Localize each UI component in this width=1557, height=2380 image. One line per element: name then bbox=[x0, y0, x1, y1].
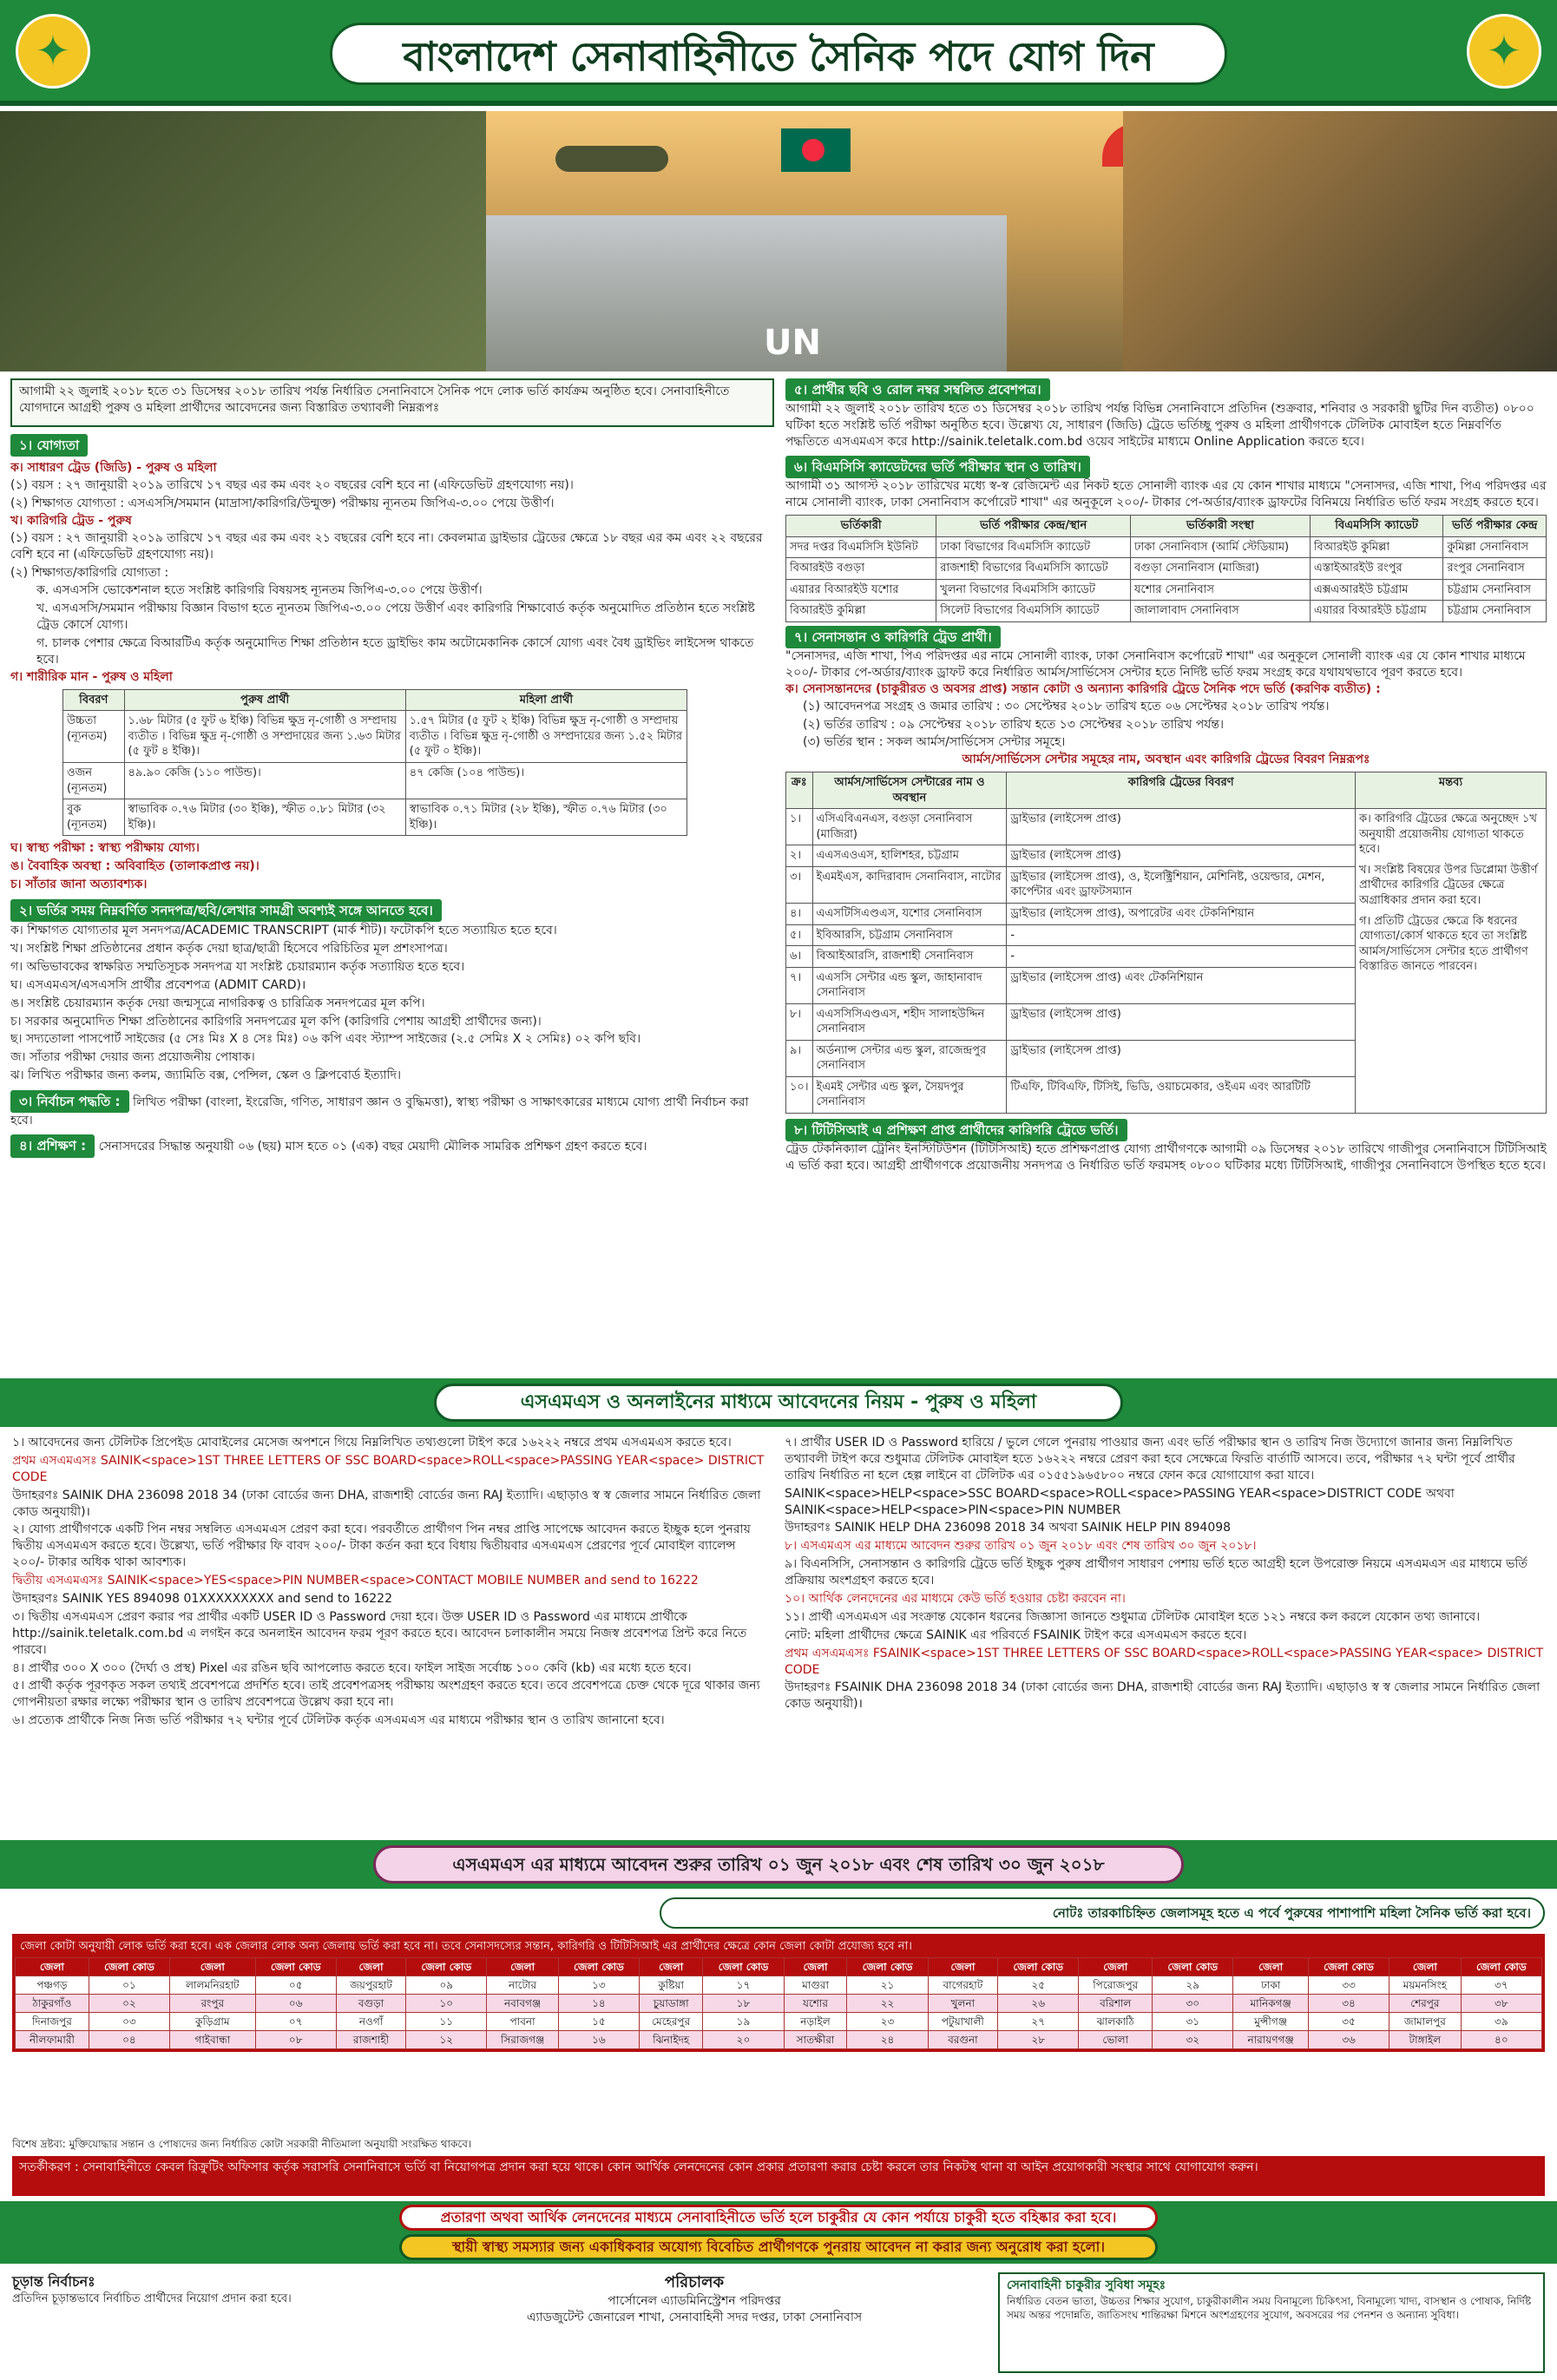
sms-dates: এসএমএস এর মাধ্যমে আবেদন শুরুর তারিখ ০১ জুন ২০১৮ এবং শেষ তারিখ ৩০ জুন ২০১৮ bbox=[373, 1845, 1184, 1884]
table-cell: বগুড়া bbox=[336, 1994, 405, 2012]
s7-ka: ক। সেনাসন্তানদের (চাকুরীরত ও অবসর প্রাপ্ত) সন্তান কোটা ও অন্যান্য কারিগরি ট্রেডে সৈনিক পদে ভর্তি (করণিক ব্যতীত) : bbox=[785, 681, 1381, 696]
s1-kha-line: (২) শিক্ষাগত/কারিগরি যোগ্যতা : bbox=[10, 565, 169, 580]
table-cell: ৩৭ bbox=[1461, 1976, 1541, 1994]
table-cell: এয়ারর বিআরইউ চট্টগ্রাম bbox=[1310, 601, 1443, 622]
table-cell: ১.৫৭ মিটার (৫ ফুট ২ ইঞ্চি) বিভিন্ন ক্ষুদ্র নৃ-গোষ্ঠী ও সম্প্রদায় ব্যতীত । বিভিন্ন ক্ষুদ্র নৃ-গোষ্ঠী ও সম্প্রদায়ের জন্য ১.৫২ মিটার (৫ ফুট ০ ইঞ্চি)। bbox=[405, 711, 687, 763]
table-cell: বরিশাল bbox=[1079, 1994, 1153, 2012]
table-cell: ওজন (ন্যূনতম) bbox=[63, 763, 125, 799]
table-cell: ড্রাইভার (লাইসেন্স প্রাপ্ত) bbox=[1007, 845, 1356, 867]
s1-kha-line: ক. এসএসসি ভোকেশনাল হতে সংশ্লিষ্ট কারিগরি বিষয়সহ ন্যূনতম জিপিএ-৩.০০ পেয়ে উত্তীর্ণ। bbox=[36, 583, 483, 598]
sms-line: ৬। প্রত্যেক প্রার্থীকে নিজ নিজ ভর্তি পরীক্ষার ৭২ ঘন্টার পূর্বে টেলিটক কর্তৃক এসএমএস এর মাধ্যমে পরীক্ষার স্থান ও তারিখ জানানো হবে। bbox=[12, 1713, 665, 1728]
un-vehicles-image bbox=[486, 215, 1007, 371]
table-cell: রংপুর bbox=[170, 1994, 256, 2012]
table-cell: এক্সএআরইউ চট্টগ্রাম bbox=[1310, 579, 1443, 601]
s2-line: ক। শিক্ষাগত যোগ্যতার মূল সনদপত্র/ACADEMIC TRANSCRIPT (মার্ক শীট)। ফটোকপি হতে সত্যায়িত হতে হবে। bbox=[10, 924, 557, 938]
table-cell: দিনাজপুর bbox=[16, 2013, 89, 2031]
table-header: জেলা bbox=[1233, 1957, 1309, 1976]
s2-line: জ। সাঁতার পরীক্ষা দেয়ার জন্য প্রয়োজনীয় পোষাক। bbox=[10, 1050, 255, 1065]
table-cell: ১৯ bbox=[703, 2013, 784, 2031]
sms-line: ১১। প্রার্থী এসএমএস এর সংক্রান্ত যেকোন ধরনের জিজ্ঞাসা জানতে শুধুমাত্র টেলিটক মোবাইল হতে ১২১ নম্বরে কল করলে যেকোন তথ্য জানাবে। bbox=[785, 1609, 1481, 1624]
table-row bbox=[786, 558, 1547, 580]
sms-line: ৭। প্রার্থীর USER ID ও Password হারিয়ে / ভুলে গেলে পুনরায় পাওয়ার জন্য এবং ভর্তি পরীক্ষার স্থান ও তারিখ নিজ উদ্যোগে জানার জন্য নিম্নলিখিত তথ্যাবলী টাইপ করে শুধুমাত্র টেলিটক মোবাইল হতে ১৬২২২ নম্বরে প্রেরণ করা হবে সেক্ষেত্রে ফিরতি বার্তাটি আসবে। তবে, পরীক্ষার ৭২ ঘন্টা পূর্বে প্রার্থীর তারিখ নির্ধারিত না হলে হেল্প লাইনে বা টেলিটক এর ০১৫৫১৯৬৫৮০০ নম্বরে ফোন করে যোগাযোগ করা যাবে। bbox=[785, 1436, 1515, 1483]
table-header: জেলা bbox=[639, 1957, 702, 1976]
s2-line: খ। সংশ্লিষ্ট শিক্ষা প্রতিষ্ঠানের প্রধান কর্তৃক দেয়া ছাত্র/ছাত্রী হিসেবে পরিচিতির মূল প্রশংসাপত্র। bbox=[10, 942, 448, 957]
table-cell: ১১ bbox=[406, 2013, 487, 2031]
table-cell: ০৫ bbox=[255, 1976, 336, 1994]
table-cell: ২৩ bbox=[847, 2013, 928, 2031]
table-header: জেলা bbox=[928, 1957, 998, 1976]
table-cell: ২৯ bbox=[1153, 1976, 1233, 1994]
section-7-title: ৭। সেনাসন্তান ও কারিগরি ট্রেড প্রার্থী। bbox=[785, 626, 1001, 648]
sms-line: উদাহরণঃ FSAINIK DHA 236098 2018 34 (ঢাকা বোর্ডের জন্য DHA, রাজশাহী বোর্ডের জন্য RAJ ইত্যাদি। এছাড়াও স্ব স্ব জেলার সামনে নির্ধারিত জেলা কোড অনুযায়ী)। bbox=[785, 1680, 1541, 1712]
table-cell: পিরোজপুর bbox=[1079, 1976, 1153, 1994]
s4-text: সেনাসদরের সিদ্ধান্ত অনুযায়ী ০৬ (ছয়) মাস হতে ০১ (এক) বছর মেয়াদী মৌলিক সামরিক প্রশিক্ষণ গ্রহণ করতে হবে। bbox=[98, 1140, 647, 1154]
table-row bbox=[16, 1957, 1542, 1976]
table-cell: ২। bbox=[786, 845, 813, 867]
s1-ga: গ। শারীরিক মান - পুরুষ ও মহিলা bbox=[10, 669, 173, 684]
table-cell: ২৭ bbox=[998, 2013, 1079, 2031]
sms-line: SAINIK<space>HELP<space>SSC BOARD<space>ROLL<space>PASSING YEAR<space>DISTRICT CODE অথবা SAINIK<space>HELP<space>PIN<space>PIN NUMBER bbox=[785, 1486, 1455, 1517]
sms-strip bbox=[0, 1378, 1557, 1427]
s1-kha-line: খ. এসএসসি/সমমান পরীক্ষায় বিজ্ঞান বিভাগ হতে ন্যূনতম জিপিএ-৩.০০ পেয়ে উত্তীর্ণ এবং কারিগরি শিক্ষাবোর্ড কর্তৃক অনুমোদিত প্রতিষ্ঠান হতে সংশ্লিষ্ট ট্রেড কোর্সে যোগ্য। bbox=[36, 602, 755, 633]
army-emblem-icon bbox=[16, 14, 90, 89]
s1-ka-line: (১) বয়স : ২৭ জানুয়ারী ২০১৯ তারিখে ১৭ বছর এর কম এবং ২০ বছরের বেশি হবে না (এফিডেভিট গ্রহণযোগ্য নয়)। bbox=[10, 478, 574, 493]
hero-image bbox=[0, 111, 1557, 371]
table-cell: ড্রাইভার (লাইসেন্স প্রাপ্ত) bbox=[1007, 809, 1356, 845]
table-cell: জালালাবাদ সেনানিবাস bbox=[1131, 601, 1311, 622]
table-cell: ৩১ bbox=[1153, 2013, 1233, 2031]
footer-note: বিশেষ দ্রষ্টব্য: মুক্তিযোদ্ধার সন্তান ও পোষ্যদের জন্য নির্ধারিত কোটা সরকারী নীতিমালা অনুযায়ী সংরক্ষিত থাকবে। bbox=[12, 2138, 472, 2150]
table-cell: ০৬ bbox=[255, 1994, 336, 2012]
table-cell: ইএমই সেন্টার এন্ড স্কুল, সৈয়দপুর সেনানিবাস bbox=[812, 1076, 1007, 1113]
table-header: ভর্তিকারী সংস্থা bbox=[1131, 515, 1311, 536]
table-cell: ময়মনসিংহ bbox=[1389, 1976, 1462, 1994]
table-header: বিএমসিসি ক্যাডেট bbox=[1310, 515, 1443, 536]
table-cell: ড্রাইভার (লাইসেন্স প্রাপ্ত) bbox=[1007, 1003, 1356, 1040]
table-row bbox=[16, 1976, 1542, 1994]
table-cell: ২৬ bbox=[998, 1994, 1079, 2012]
table-cell: স্বাভাবিক ০.৭১ মিটার (২৮ ইঞ্চি), স্ফীত ০.৭৬ মিটার (৩০ ইঞ্চি)। bbox=[405, 799, 687, 836]
table-cell: ২৫ bbox=[998, 1976, 1079, 1994]
s2-line: ঝ। লিখিত পরীক্ষার জন্য কলম, জ্যামিতি বক্স, পেন্সিল, স্কেল ও ক্লিপবোর্ড ইত্যাদি। bbox=[10, 1068, 401, 1083]
district-note: নোটঃ তারকাচিহ্নিত জেলাসমূহ হতে এ পর্বে পুরুষের পাশাপাশি মহিলা সৈনিক ভর্তি করা হবে। bbox=[660, 1897, 1545, 1929]
s1-kha-line: (১) বয়স : ২৭ জানুয়ারী ২০১৯ তারিখে ১৭ বছর এর কম এবং ২১ বছরের বেশি হবে না। কেবলমাত্র ড্রাইভার ট্রেডের ক্ষেত্রে ১৮ বছর এর কম এবং ২২ বছরের বেশি হবে না (এফিডেভিট গ্রহণযোগ্য নয়)। bbox=[10, 530, 763, 562]
tank-image bbox=[1123, 111, 1557, 371]
table-header: জেলা bbox=[336, 1957, 405, 1976]
table-cell: নারায়ণগঞ্জ bbox=[1233, 2031, 1309, 2049]
section-2-title: ২। ভর্তির সময় নিম্নবর্ণিত সনদপত্র/ছবি/লেখার সামগ্রী অবশ্যই সঙ্গে আনতে হবে। bbox=[10, 899, 442, 922]
sms-line: নোট: মহিলা প্রার্থীদের ক্ষেত্রে SAINIK এর পরিবর্তে FSAINIK টাইপ করে এসএমএস করতে হবে। bbox=[785, 1627, 1247, 1642]
table-cell: ৫। bbox=[786, 924, 813, 946]
sms-left bbox=[12, 1434, 767, 1833]
table-cell: চুয়াডাঙ্গা bbox=[639, 1994, 702, 2012]
section-1-title: ১। যোগ্যতা bbox=[10, 434, 88, 457]
table-cell: ১৬ bbox=[558, 2031, 639, 2049]
s7-line: (৩) ভর্তির স্থান : সকল আর্মস/সার্ভিসেস সেন্টার সমূহে। bbox=[803, 735, 1066, 750]
table-row bbox=[16, 1994, 1542, 2012]
table-cell: বিআরইউ কুমিল্লা bbox=[786, 601, 936, 622]
s7-sub: আর্মস/সার্ভিসেস সেন্টার সমূহের নাম, অবস্থান এবং কারিগরি ট্রেডের বিবরণ নিম্নরূপঃ bbox=[962, 753, 1370, 767]
table-cell: ঢাকা বিভাগের বিএমসিসি ক্যাডেট bbox=[936, 536, 1131, 558]
sms-line: উদাহরণঃ SAINIK HELP DHA 236098 2018 34 অথবা SAINIK HELP PIN 894098 bbox=[785, 1521, 1232, 1535]
table-cell: ১০। bbox=[786, 1076, 813, 1113]
table-cell: মানিকগঞ্জ bbox=[1233, 1994, 1309, 2012]
table-cell: বরগুনা bbox=[928, 2031, 998, 2049]
table-cell: কুষ্টিয়া bbox=[639, 1976, 702, 1994]
table-cell: ২৪ bbox=[847, 2031, 928, 2049]
table-cell: খুলনা বিভাগের বিএমসিসি ক্যাডেট bbox=[936, 579, 1131, 601]
table-cell: ৮। bbox=[786, 1003, 813, 1040]
sms-line: ৯। বিএনসিসি, সেনাসন্তান ও কারিগরি ট্রেডে ভর্তি ইচ্ছুক পুরুষ প্রার্থীগণ সাধারণ পেশায় ভর্তি হতে আগ্রহী হলে উপরোক্ত নিয়মে এসএমএস এর মাধ্যমে ভর্তি প্রক্রিয়ায় অংশগ্রহণ করতে হবে। bbox=[785, 1557, 1527, 1588]
table-cell: বগুড়া সেনানিবাস (মাজিরা) bbox=[1131, 558, 1311, 580]
table-header: জেলা কোড bbox=[406, 1957, 487, 1976]
right-column bbox=[785, 378, 1547, 1372]
sms-line: উদাহরণঃ SAINIK YES 894098 01XXXXXXXXX and send to 16222 bbox=[12, 1592, 392, 1607]
table-cell: সিলেট বিভাগের বিএমসিসি ক্যাডেট bbox=[936, 601, 1131, 622]
table-cell: ০৭ bbox=[255, 2013, 336, 2031]
s2-line: চ। সরকার অনুমোদিত শিক্ষা প্রতিষ্ঠানের কারিগরি সনদপত্রের মূল কপি (কারিগরি পেশায় আগ্রহী প্রার্থীদের জন্য)। bbox=[10, 1014, 542, 1029]
intro-text: আগামী ২২ জুলাই ২০১৮ হতে ৩১ ডিসেম্বর ২০১৮ তারিখ পর্যন্ত নির্ধারিত সেনানিবাসে সৈনিক পদে লোক ভর্তি কার্যক্রম অনুষ্ঠিত হবে। সেনাবাহিনীতে যোগদানে আগ্রহী পুরুষ ও মহিলা প্রার্থীদের আবেদনের জন্য বিস্তারিত তথ্যাবলী নিম্নরূপঃ bbox=[10, 378, 774, 427]
sms-line: ৫। প্রার্থী কর্তৃক পূরণকৃত সকল তথ্যই প্রবেশপত্রে প্রদর্শিত হবে। তাই প্রবেশপত্রসহ পরীক্ষায় অংশগ্রহণ করতে হবে। তবে প্রবেশপত্রে চেক্ত থেকে দূরে থাকার জন্য গোপনীয়তা রক্ষার লক্ষ্যে পরীক্ষার স্থান ও তারিখ প্রবেশপত্রে উল্লেখ করা হবে না। bbox=[12, 1679, 760, 1710]
s7-line: (২) ভর্তির তারিখ : ০৯ সেপ্টেম্বর ২০১৮ তারিখ হতে ১৩ সেপ্টেম্বর ২০১৮ তারিখ পর্যন্ত। bbox=[803, 717, 1224, 732]
table-cell: জামালপুর bbox=[1389, 2013, 1462, 2031]
sms-line: উদাহরণঃ SAINIK DHA 236098 2018 34 (ঢাকা বোর্ডের জন্য DHA, রাজশাহী বোর্ডের জন্য RAJ ইত্যাদি। এছাড়াও স্ব স্ব জেলার সামনে নির্ধারিত জেলা কোড অনুযায়ী)। bbox=[12, 1488, 761, 1519]
table-cell: ঝালকাঠি bbox=[1079, 2013, 1153, 2031]
table-header: মন্তব্য bbox=[1356, 773, 1547, 809]
section-8-title: ৮। টিটিসিআই এ প্রশিক্ষণ প্রাপ্ত প্রার্থীদের কারিগরি ট্রেডে ভর্তি। bbox=[785, 1119, 1127, 1141]
remark: গ। প্রতিটি ট্রেডের ক্ষেত্রে কি ধরনের যোগ্যতা/কোর্স থাকতে হবে তা সংশ্লিষ্ট আর্মস/সার্ভিসেস সেন্টার হতে প্রার্থীগণ বিস্তারিত জানতে পারবেন। bbox=[1359, 914, 1528, 974]
table-header: জেলা bbox=[487, 1957, 558, 1976]
table-cell: মেহেরপুর bbox=[639, 2013, 702, 2031]
benefits-text: নির্ধারিত বেতন ভাতা, উচ্চতর শিক্ষার সুযোগ, চাকুরীকালীন সময় বিনামূল্যে চিকিৎসা, বিনামূল্যে খাদ্য, বাসস্থান ও পোষাক, নির্দিষ্ট সময় অন্তর পদোন্নতি, জাতিসংঘ শান্তিরক্ষা মিশনে অংশগ্রহণের সুযোগ, অবসরের পর পেনশন ও অন্যান্য সুবিধা। bbox=[1007, 2294, 1532, 2322]
table-cell: মাগুরা bbox=[784, 1976, 847, 1994]
table-cell: ড্রাইভার (লাইসেন্স প্রাপ্ত), ও, ইলেক্ট্রিশিয়ান, মেশিনিষ্ট, ওয়েল্ডার, মেশন, কার্পেন্টার এবং ড্রাফটসম্যান bbox=[1007, 866, 1356, 903]
table-cell: ৪। bbox=[786, 904, 813, 925]
table-cell: ৩২ bbox=[1153, 2031, 1233, 2049]
dates-strip bbox=[0, 1840, 1557, 1889]
table-cell: ০৮ bbox=[255, 2031, 336, 2049]
table-cell: ড্রাইভার (লাইসেন্স প্রাপ্ত) bbox=[1007, 1040, 1356, 1076]
page-title: বাংলাদেশ সেনাবাহিনীতে সৈনিক পদে যোগ দিন bbox=[330, 23, 1227, 85]
director-line: পার্সোনেল এ্যাডমিনিস্ট্রেশন পরিদপ্তর bbox=[608, 2294, 781, 2309]
table-row bbox=[63, 799, 687, 836]
s6-text: আগামী ৩১ আগস্ট ২০১৮ তারিখের মধ্যে স্ব-স্ব রেজিমেন্ট এর নিকট হতে সোনালী ব্যাংক এর যে কোন শাখার মাধ্যমে "সেনাসদর, এজি শাখা, পিএ পরিদপ্তর এর নামে সোনালী ব্যাংক, ঢাকা সেনানিবাস কর্পোরেট শাখা" এর অনুকূলে ২০০/- টাকার পে-অর্ডার/ব্যাংক ড্রাফটের বিনিময়ে নির্ধারিত ভর্তি ফরম সংগ্রহ করতে হবে। bbox=[785, 479, 1547, 510]
table-cell: ১৮ bbox=[703, 1994, 784, 2012]
table-cell: রংপুর সেনানিবাস bbox=[1443, 558, 1547, 580]
table-cell: ভোলা bbox=[1079, 2031, 1153, 2049]
table-cell: বিআরইউ কুমিল্লা bbox=[1310, 536, 1443, 558]
table-cell: টাঙ্গাইল bbox=[1389, 2031, 1462, 2049]
table-cell: ২২ bbox=[847, 1994, 928, 2012]
table-cell: ০৩ bbox=[89, 2013, 169, 2031]
sms-heading: এসএমএস ও অনলাইনের মাধ্যমে আবেদনের নিয়ম - পুরুষ ও মহিলা bbox=[434, 1384, 1123, 1422]
sms-line: প্রথম এসএমএসঃ SAINIK<space>1ST THREE LETTERS OF SSC BOARD<space>ROLL<space>PASSING YEAR<space> DISTRICT CODE bbox=[12, 1453, 765, 1484]
table-cell: ইবিআরসি, চট্টগ্রাম সেনানিবাস bbox=[812, 924, 1007, 946]
table-cell: মুন্সীগঞ্জ bbox=[1233, 2013, 1309, 2031]
table-cell: ১৩ bbox=[558, 1976, 639, 1994]
table-cell: এএসটিসিএণ্ডএস, যশোর সেনানিবাস bbox=[812, 904, 1007, 925]
table-row bbox=[63, 711, 687, 763]
benefits-block bbox=[998, 2272, 1545, 2373]
s1-kha: খ। কারিগরি ট্রেড - পুরুষ bbox=[10, 513, 132, 528]
s3-text: লিখিত পরীক্ষা (বাংলা, ইংরেজি, গণিত, সাধারণ জ্ঞান ও বুদ্ধিমত্তা), স্বাস্থ্য পরীক্ষা ও সাক্ষাৎকারের মাধ্যমে যোগ্য প্রার্থী নির্বাচন করা হবে। bbox=[10, 1095, 749, 1128]
table-header: ক্রঃ bbox=[786, 773, 813, 809]
table-cell: বাগেরহাট bbox=[928, 1976, 998, 1994]
table-cell: ৪০ bbox=[1461, 2031, 1541, 2049]
table-cell: কুমিল্লা সেনানিবাস bbox=[1443, 536, 1547, 558]
table-cell: টিএফি, টিবিএফি, টিসিই, ভিডি, ওয়াচমেকার, ওইএম এবং আরটিটি bbox=[1007, 1076, 1356, 1113]
s1-gha: ঘ। স্বাস্থ্য পরীক্ষা : স্বাস্থ্য পরীক্ষায় যোগ্য। bbox=[10, 841, 200, 856]
table-cell: ৩৯ bbox=[1461, 2013, 1541, 2031]
soldiers-image bbox=[0, 111, 486, 371]
table-header: জেলা কোড bbox=[1153, 1957, 1233, 1976]
final-text: প্রতিদিন চূড়ান্তভাবে নির্বাচিত প্রার্থীদের নিয়োগ প্রদান করা হবে। bbox=[12, 2291, 292, 2305]
table-cell: ৪৭ কেজি (১০৪ পাউন্ড)। bbox=[405, 763, 687, 799]
table-cell: ১৫ bbox=[558, 2013, 639, 2031]
army-emblem-icon bbox=[1467, 14, 1541, 89]
table-header: ভর্তি পরীক্ষার কেন্দ্র/স্থান bbox=[936, 515, 1131, 536]
table-cell: নবাবগঞ্জ bbox=[487, 1994, 558, 2012]
table-row bbox=[786, 809, 1547, 845]
table-header: জেলা bbox=[16, 1957, 89, 1976]
table-cell: কুড়িগ্রাম bbox=[170, 2013, 256, 2031]
s2-line: গ। অভিভাবকের স্বাক্ষরিত সম্মতিসূচক সনদপত্র যা সংশ্লিষ্ট চেয়ারম্যান কর্তৃক সত্যায়িত হতে হবে। bbox=[10, 959, 465, 974]
table-cell: ৩৪ bbox=[1308, 1994, 1389, 2012]
table-cell: চট্টগ্রাম সেনানিবাস bbox=[1443, 579, 1547, 601]
table-cell: ঠাকুরগাঁও bbox=[16, 1994, 89, 2012]
warning-text: সতর্কীকরণ : সেনাবাহিনীতে কেবল রিক্রুটিং অফিসার কর্তৃক সরাসরি সেনানিবাসে ভর্তি বা নিয়োগপত্র প্রদান করা হয়ে থাকে। কোন আর্থিক লেনদেনের কোন প্রকার প্রতারণা করার চেষ্টা করলে তার নিকটস্থ থানা বা আইন প্রয়োগকারী সংস্থার সাথে যোগাযোগ করুন। bbox=[12, 2156, 1545, 2196]
table-row bbox=[16, 2013, 1542, 2031]
table-cell: ১৪ bbox=[558, 1994, 639, 2012]
table-cell: ৩। bbox=[786, 866, 813, 903]
table-cell: এস্তাইআরইউ রংপুর bbox=[1310, 558, 1443, 580]
table-header: আর্মস/সার্ভিসেস সেন্টারের নাম ও অবস্থান bbox=[812, 773, 1007, 809]
table-cell: ৯। bbox=[786, 1040, 813, 1076]
table-header: জেলা কোড bbox=[558, 1957, 639, 1976]
table-cell: ৬। bbox=[786, 946, 813, 968]
s2-line: ঙ। সংশ্লিষ্ট চেয়ারম্যান কর্তৃক দেয়া জন্মসূত্রে নাগরিকত্ব ও চারিত্রিক সনদপত্রের মূল কপি। bbox=[10, 996, 425, 1010]
section-5-title: ৫। প্রার্থীর ছবি ও রোল নম্বর সম্বলিত প্রবেশপত্র। bbox=[785, 378, 1050, 401]
table-cell: এসিএবিএনএস, বগুড়া সেনানিবাস (মাজিরা) bbox=[812, 809, 1007, 845]
table-cell: ১২ bbox=[406, 2031, 487, 2049]
table-cell: জয়পুরহাট bbox=[336, 1976, 405, 1994]
table-cell: ইএমইএস, কাদিরাবাদ সেনানিবাস, নাটোর bbox=[812, 866, 1007, 903]
sms-line: ৩। দ্বিতীয় এসএমএস প্রেরণ করার পর প্রার্থীর একটি USER ID ও Password দেয়া হবে। উক্ত USER ID ও Password এর মাধ্যমে প্রার্থীকে http://sainik.teletalk.com.bd এ লগইন করে অনলাইন আবেদন ফরম পূরণ করতে হবে। আবেদন চলাকালীন সময়ে নিজস্ব প্রবেশপত্র প্রিন্ট করে নিতে পারবে। bbox=[12, 1609, 747, 1657]
table-cell: ঝিনাইদহ bbox=[639, 2031, 702, 2049]
table-cell: ১.৬৮ মিটার (৫ ফুট ৬ ইঞ্চি) বিভিন্ন ক্ষুদ্র নৃ-গোষ্ঠী ও সম্প্রদায় ব্যতীত । বিভিন্ন ক্ষুদ্র নৃ-গোষ্ঠী ও সম্প্রদায়ের জন্য ১.৬৩ মিটার (৫ ফুট ৪ ইঞ্চি)। bbox=[124, 711, 405, 763]
table-cell: ১০ bbox=[406, 1994, 487, 2012]
table-header: বিবরণ bbox=[63, 689, 125, 711]
table-cell: নীলফামারী bbox=[16, 2031, 89, 2049]
section-4-title: ৪। প্রশিক্ষণ : bbox=[10, 1134, 95, 1157]
table-cell: সাতক্ষীরা bbox=[784, 2031, 847, 2049]
table-header: জেলা কোড bbox=[847, 1957, 928, 1976]
health-text: স্থায়ী স্বাস্থ্য সমস্যার জন্য একাধিকবার অযোগ্য বিবেচিত প্রার্থীগণকে পুনরায় আবেদন না করার জন্য অনুরোধ করা হলো। bbox=[399, 2234, 1158, 2260]
ban-text: প্রতারণা অথবা আর্থিক লেনদেনের মাধ্যমে সেনাবাহিনীতে ভর্তি হলে চাকুরীর যে কোন পর্যায়ে চাকুরী হতে বহিষ্কার করা হবে। bbox=[399, 2205, 1158, 2231]
table-cell: নওগাঁ bbox=[336, 2013, 405, 2031]
table-row bbox=[786, 601, 1547, 622]
s5-text: আগামী ২২ জুলাই ২০১৮ তারিখ হতে ৩১ ডিসেম্বর ২০১৮ তারিখ পর্যন্ত বিভিন্ন সেনানিবাসে প্রতিদিন (শুক্রবার, শনিবার ও সরকারী ছুটির দিন ব্যতীত) ০৮০০ ঘটিকা হতে সংশ্লিষ্ট ভর্তি পরীক্ষা অনুষ্ঠিত হবে। উল্লেখ্য যে, সাধারণ (জিডি) ট্রেডে ভর্তিচ্ছু পুরুষ ও মহিলা প্রার্থীগণকে টেলিটক মোবাইল হতে নিম্নবর্ণিত পদ্ধতিতে এসএমএস করে http://sainik.teletalk.com.bd ওয়েব সাইটের মাধ্যমে Online Application করতে হবে। bbox=[785, 402, 1534, 450]
sms-line: দ্বিতীয় এসএমএসঃ SAINIK<space>YES<space>PIN NUMBER<space>CONTACT MOBILE NUMBER and send to 16222 bbox=[12, 1574, 699, 1588]
table-cell: যশোর bbox=[784, 1994, 847, 2012]
s1-ka: ক। সাধারণ ট্রেড (জিডি) - পুরুষ ও মহিলা bbox=[10, 461, 217, 476]
table-cell: পটুয়াখালী bbox=[928, 2013, 998, 2031]
district-table bbox=[12, 1934, 1545, 2052]
table-cell: এএসসিসিএণ্ডএস, শহীদ সালাহউদ্দিন সেনানিবাস bbox=[812, 1003, 1007, 1040]
director-line: এ্যাডজুটেন্ট জেনারেল শাখা, সেনাবাহিনী সদর দপ্তর, ঢাকা সেনানিবাস bbox=[526, 2311, 863, 2325]
table-row bbox=[63, 763, 687, 799]
table-cell: রাজশাহী bbox=[336, 2031, 405, 2049]
table-header: পুরুষ প্রার্থী bbox=[124, 689, 405, 711]
table-cell: ৩৩ bbox=[1308, 1976, 1389, 1994]
table-cell: ২০ bbox=[703, 2031, 784, 2049]
table-cell: এএসসি সেন্টার এন্ড স্কুল, জাহানাবাদ সেনানিবাস bbox=[812, 967, 1007, 1003]
bncc-table bbox=[785, 515, 1547, 622]
table-header: জেলা কোড bbox=[703, 1957, 784, 1976]
table-cell: গাইবান্ধা bbox=[170, 2031, 256, 2049]
table-header: জেলা কোড bbox=[89, 1957, 169, 1976]
sms-line: ২। যোগ্য প্রার্থীগণকে একটি পিন নম্বর সম্বলিত এসএমএস প্রেরণ করা হবে। পরবর্তীতে প্রার্থীগণ পিন নম্বর প্রাপ্তি সাপেক্ষে আবেদন করতে ইচ্ছুক হলে পুনরায় দ্বিতীয় এসএমএস করতে হবে। উল্লেখ্য, ভর্তি পরীক্ষার ফি বাবদ ২০০/- টাকা কর্তন করা হবে বিধায় দ্বিতীয়বার এসএমএস প্রেরণের পূর্বে মোবাইল ব্যালেন্স ২০০/- টাকার অধিক থাকা আবশ্যক। bbox=[12, 1522, 751, 1570]
s1-kha-line: গ. চালক পেশার ক্ষেত্রে বিআরটিএ কর্তৃক অনুমোদিত শিক্ষা প্রতিষ্ঠান হতে ড্রাইভিং কাম অটোমেকানিক কোর্সে যোগ্য এবং বৈধ ড্রাইভিং লাইসেন্স থাকতে হবে। bbox=[36, 636, 754, 667]
table-row bbox=[16, 2031, 1542, 2049]
bangladesh-flag-icon bbox=[781, 128, 851, 172]
table-header: জেলা bbox=[170, 1957, 256, 1976]
s2-line: ঘ। এসএমএস/এসএসসি প্রার্থীর প্রবেশপত্র (ADMIT CARD)। bbox=[10, 977, 306, 992]
table-cell: রাজশাহী বিভাগের বিএমসিসি ক্যাডেট bbox=[936, 558, 1131, 580]
table-header: জেলা কোড bbox=[998, 1957, 1079, 1976]
table-cell: ড্রাইভার (লাইসেন্স প্রাপ্ত) এবং টেকনিশিয়ান bbox=[1007, 967, 1356, 1003]
s7-text: "সেনাসদর, এজি শাখা, পিএ পরিদপ্তর এর নামে সোনালী ব্যাংক, ঢাকা সেনানিবাস কর্পোরেট শাখা" এর অনুকূলে সোনালী ব্যাংক এর যে কোন শাখার মাধ্যমে ২০০/- টাকার পে-অর্ডার/ব্যাংক ড্রাফট করে নির্ধারিত আর্মস/সার্ভিসেস সেন্টার হতে নির্দিষ্ট ভর্তি ফরম সংগ্রহ করে যথাযথভাবে পূরণ করতে হবে। bbox=[785, 648, 1526, 680]
table-header: জেলা কোড bbox=[255, 1957, 336, 1976]
table-header: জেলা bbox=[784, 1957, 847, 1976]
final-title: চূড়ান্ত নির্বাচনঃ bbox=[12, 2273, 95, 2290]
physical-standards-table bbox=[62, 689, 687, 836]
table-cell: ৩০ bbox=[1153, 1994, 1233, 2012]
header-banner bbox=[0, 0, 1557, 106]
table-header: জেলা bbox=[1389, 1957, 1462, 1976]
section-6-title: ৬। বিএমসিসি ক্যাডেটদের ভর্তি পরীক্ষার স্থান ও তারিখ। bbox=[785, 456, 1090, 478]
table-cell: পাবনা bbox=[487, 2013, 558, 2031]
table-header: ভর্তি পরীক্ষার কেন্দ্র bbox=[1443, 515, 1547, 536]
table-header: জেলা কোড bbox=[1461, 1957, 1541, 1976]
table-cell: সদর দপ্তর বিএমসিসি ইউনিট bbox=[786, 536, 936, 558]
s2-line: ছ। সদ্যতোলা পাসপোর্ট সাইজের (৫ সেঃ মিঃ X ৪ সেঃ মিঃ) ০৬ কপি এবং স্ট্যাম্প সাইজের (২.৫ সেমিঃ X ২ সেমিঃ) ০২ কপি ছবি। bbox=[10, 1032, 641, 1047]
sms-right bbox=[785, 1434, 1545, 1833]
district-quota: জেলা কোটা অনুযায়ী লোক ভর্তি করা হবে। এক জেলার লোক অন্য জেলায় ভর্তি করা হবে না। তবে সেনাসদস্যের সন্তান, কারিগরি ও টিটিসিআই এর প্রার্থীদের ক্ষেত্রে কোন জেলা কোটা প্রযোজ্য হবে না। bbox=[15, 1936, 1542, 1957]
s1-cha: চ। সাঁতার জানা অত্যাবশ্যক। bbox=[10, 877, 148, 891]
section-3-title: ৩। নির্বাচন পদ্ধতি : bbox=[10, 1090, 129, 1113]
table-cell: যশোর সেনানিবাস bbox=[1131, 579, 1311, 601]
table-cell: ০২ bbox=[89, 1994, 169, 2012]
table-cell: ২১ bbox=[847, 1976, 928, 1994]
sms-line: ১০। আর্থিক লেনদেনের এর মাধ্যমে কেউ ভর্তি হওয়ার চেষ্টা করবেন না। bbox=[785, 1592, 1126, 1607]
helicopter-icon bbox=[555, 146, 668, 172]
table-header: জেলা কোড bbox=[1308, 1957, 1389, 1976]
table-header: মহিলা প্রার্থী bbox=[405, 689, 687, 711]
table-header: জেলা bbox=[1079, 1957, 1153, 1976]
table-cell: ২৮ bbox=[998, 2031, 1079, 2049]
table-cell: বিআইআরসি, রাজশাহী সেনানিবাস bbox=[812, 946, 1007, 968]
sms-line: প্রথম এসএমএসঃ FSAINIK<space>1ST THREE LETTERS OF SSC BOARD<space>ROLL<space>PASSING YEAR<space> DISTRICT CODE bbox=[785, 1646, 1544, 1677]
table-cell: ৩৮ bbox=[1461, 1994, 1541, 2012]
table-cell: স্বাভাবিক ০.৭৬ মিটার (৩০ ইঞ্চি), স্ফীত ০.৮১ মিটার (৩২ ইঞ্চি)। bbox=[124, 799, 405, 836]
table-cell: নড়াইল bbox=[784, 2013, 847, 2031]
table-cell: ঢাকা bbox=[1233, 1976, 1309, 1994]
table-cell: ড্রাইভার (লাইসেন্স প্রাপ্ত), অপারেটর এবং টেকনিশিয়ান bbox=[1007, 904, 1356, 925]
arms-centers-table bbox=[785, 772, 1547, 1114]
table-cell: এএসএওএস, হালিশহর, চট্টগ্রাম bbox=[812, 845, 1007, 867]
table-cell: ৩৬ bbox=[1308, 2031, 1389, 2049]
table-cell: ১৭ bbox=[703, 1976, 784, 1994]
director-block bbox=[399, 2272, 989, 2373]
table-cell: - bbox=[1007, 946, 1356, 968]
remark: ক। কারিগরি ট্রেডের ক্ষেত্রে অনুচ্ছেদ ১খ অনুযায়ী প্রয়োজনীয় যোগ্যতা থাকতে হবে। bbox=[1359, 812, 1537, 857]
table-cell: - bbox=[1007, 924, 1356, 946]
table-cell: ০১ bbox=[89, 1976, 169, 1994]
ban-strip bbox=[0, 2201, 1557, 2264]
left-column bbox=[10, 434, 774, 1371]
sms-line: ৪। প্রার্থীর ৩০০ X ৩০০ (দৈর্ঘ্য ও প্রস্থ) Pixel এর রঙিন ছবি আপলোড করতে হবে। ফাইল সাইজ সর্বোচ্চ ১০০ কেবি (kb) এর মধ্যে হতে হবে। bbox=[12, 1660, 692, 1675]
s1-ka-line: (২) শিক্ষাগত যোগ্যতা : এসএসসি/সমমান (মাদ্রাসা/কারিগরি/উন্মুক্ত) পরীক্ষায় ন্যূনতম জিপিএ-৩.০০ পেয়ে উত্তীর্ণ। bbox=[10, 496, 555, 511]
sms-line: ৮। এসএমএস এর মাধ্যমে আবেদন শুরুর তারিখ ০১ জুন ২০১৮ এবং শেষ তারিখ ৩০ জুন ২০১৮। bbox=[785, 1539, 1257, 1554]
table-cell: ৪৯.৯০ কেজি (১১০ পাউন্ড)। bbox=[124, 763, 405, 799]
table-cell: বিআরইউ বগুড়া bbox=[786, 558, 936, 580]
director-title: পরিচালক bbox=[664, 2273, 725, 2291]
s8-text: ট্রেড টেকনিক্যাল ট্রেনিং ইনস্টিটিউশন (টিটিসিআই) হতে প্রশিক্ষণপ্রাপ্ত যোগ্য প্রার্থীগণকে আগামী ০৯ ডিসেম্বর ২০১৮ তারিখে গাজীপুর সেনানিবাসে টিটিসিআই এ ভর্তি করা হবে। আগ্রহী প্রার্থীগণকে প্রয়োজনীয় সনদপত্র ও নির্ধারিত ভর্তি ফরমসহ ০৮০০ ঘটিকার মধ্যে টিটিসিআই, গাজীপুর সেনানিবাসে উপস্থিত হতে হবে। bbox=[785, 1142, 1547, 1174]
table-cell: ০৪ bbox=[89, 2031, 169, 2049]
table-cell: খুলনা bbox=[928, 1994, 998, 2012]
table-cell: অর্ডন্যান্স সেন্টার এন্ড স্কুল, রাজেন্দ্রপুর সেনানিবাস bbox=[812, 1040, 1007, 1076]
s1-uma: ঙ। বৈবাহিক অবস্থা : অবিবাহিত (তালাকপ্রাপ্ত নয়)। bbox=[10, 859, 260, 874]
un-label: UN bbox=[764, 323, 821, 363]
sms-line: ১। আবেদনের জন্য টেলিটক প্রিপেইড মোবাইলের মেসেজ অপশনে গিয়ে নিম্নলিখিত তথ্যগুলো টাইপ করে ১৬২২২ নম্বরে প্রথম এসএমএস করতে হবে। bbox=[12, 1436, 732, 1450]
table-cell: লালমনিরহাট bbox=[170, 1976, 256, 1994]
table-cell: ১। bbox=[786, 809, 813, 845]
table-cell: ০৯ bbox=[406, 1976, 487, 1994]
table-cell: ঢাকা সেনানিবাস (আর্মি স্টেডিয়াম) bbox=[1131, 536, 1311, 558]
benefits-title: সেনাবাহিনী চাকুরীর সুবিধা সমূহঃ bbox=[1007, 2278, 1166, 2292]
table-cell: ৭। bbox=[786, 967, 813, 1003]
table-cell: পঞ্চগড় bbox=[16, 1976, 89, 1994]
table-cell: উচ্চতা (ন্যূনতম) bbox=[63, 711, 125, 763]
table-header: ভর্তিকারী bbox=[786, 515, 936, 536]
table-cell: সিরাজগঞ্জ bbox=[487, 2031, 558, 2049]
table-cell: শেরপুর bbox=[1389, 1994, 1462, 2012]
remark: খ। সংশ্লিষ্ট বিষয়ের উপর ডিপ্লোমা উত্তীর্ণ প্রার্থীদের কারিগরি ট্রেডের ক্ষেত্রে অগ্রাধিকার প্রদান করা হবে। bbox=[1359, 863, 1538, 907]
table-cell: বুক (ন্যূনতম) bbox=[63, 799, 125, 836]
final-selection bbox=[12, 2272, 385, 2373]
table-cell: এয়ারর বিআরইউ যশোর bbox=[786, 579, 936, 601]
table-header: কারিগরি ট্রেডের বিবরণ bbox=[1007, 773, 1356, 809]
s7-line: (১) আবেদনপত্র সংগ্রহ ও জমার তারিখ : ৩০ সেপ্টেম্বর ২০১৮ তারিখ হতে ০৬ সেপ্টেম্বর ২০১৮ তারিখ পর্যন্ত। bbox=[803, 699, 1330, 713]
table-row bbox=[786, 536, 1547, 558]
table-cell: ৩৫ bbox=[1308, 2013, 1389, 2031]
table-row bbox=[786, 579, 1547, 601]
table-cell: নাটোর bbox=[487, 1976, 558, 1994]
table-cell: চট্টগ্রাম সেনানিবাস bbox=[1443, 601, 1547, 622]
